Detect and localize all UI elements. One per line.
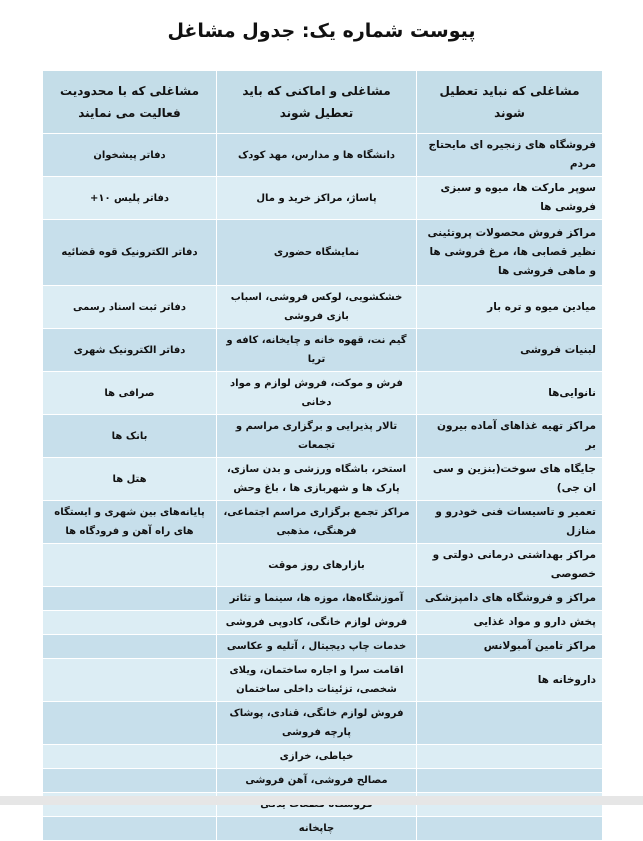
cell-restricted: دفاتر الکترونیک قوه قضائیه: [43, 220, 217, 286]
cell-closed: دانشگاه ها و مدارس، مهد کودک: [217, 134, 417, 177]
cell-closed: مصالح فروشی، آهن فروشی: [217, 769, 417, 793]
cell-essential: [417, 769, 603, 793]
cell-restricted: [43, 745, 217, 769]
cell-restricted: بانک ها: [43, 415, 217, 458]
cell-restricted: دفاتر ثبت اسناد رسمی: [43, 286, 217, 329]
cell-restricted: پایانه‌های بین شهری و ایستگاه های راه آهن و فرودگاه ها: [43, 501, 217, 544]
cell-closed: خشکشویی، لوکس فروشی، اسباب بازی فروشی: [217, 286, 417, 329]
header-restricted: مشاغلی که با محدودیت فعالیت می نمایند: [43, 71, 217, 134]
cell-essential: سوپر مارکت ها، میوه و سبزی فروشی ها: [417, 177, 603, 220]
cell-essential: پخش دارو و مواد غذایی: [417, 611, 603, 635]
cell-essential: مراکز تهیه غذاهای آماده بیرون بر: [417, 415, 603, 458]
table-row: [43, 329, 603, 372]
table-row: [43, 635, 603, 659]
header-essential: مشاغلی که نباید تعطیل شوند: [417, 71, 603, 134]
table-row: [43, 769, 603, 793]
cell-essential: جایگاه های سوخت(بنزین و سی ان جی): [417, 458, 603, 501]
page-title: پیوست شماره یک: جدول مشاغل: [167, 20, 476, 42]
cell-restricted: دفاتر پلیس ۱۰+: [43, 177, 217, 220]
cell-restricted: [43, 611, 217, 635]
cell-restricted: دفاتر پیشخوان: [43, 134, 217, 177]
cell-closed: چاپخانه: [217, 817, 417, 841]
cell-restricted: [43, 769, 217, 793]
cell-essential: [417, 702, 603, 745]
cell-essential: [417, 745, 603, 769]
cell-closed: خیاطی، خرازی: [217, 745, 417, 769]
cell-restricted: [43, 635, 217, 659]
cell-essential: مراکز و فروشگاه های دامپزشکی: [417, 587, 603, 611]
cell-closed: فرش و موکت، فروش لوازم و مواد دخانی: [217, 372, 417, 415]
page-bottom-edge: [0, 796, 643, 805]
table-row: [43, 544, 603, 587]
table-row: [43, 702, 603, 745]
cell-closed: بازارهای روز موقت: [217, 544, 417, 587]
table-row: [43, 745, 603, 769]
cell-essential: میادین میوه و تره بار: [417, 286, 603, 329]
table-body: [43, 134, 603, 841]
cell-restricted: دفاتر الکترونیک شهری: [43, 329, 217, 372]
cell-closed: اقامت سرا و اجاره ساختمان، ویلای شخصی، تزئینات داخلی ساختمان: [217, 659, 417, 702]
cell-essential: لبنیات فروشی: [417, 329, 603, 372]
cell-closed: خدمات چاپ دیجیتال ، آتلیه و عکاسی: [217, 635, 417, 659]
cell-essential: فروشگاه های زنجیره ای مایحتاج مردم: [417, 134, 603, 177]
cell-restricted: [43, 544, 217, 587]
cell-closed: پاساژ، مراکز خرید و مال: [217, 177, 417, 220]
cell-essential: نانوایی‌ها: [417, 372, 603, 415]
cell-restricted: [43, 817, 217, 841]
table-row: [43, 372, 603, 415]
cell-restricted: هتل ها: [43, 458, 217, 501]
table-row: [43, 134, 603, 177]
cell-restricted: صرافی ها: [43, 372, 217, 415]
table-row: [43, 817, 603, 841]
table-row: [43, 611, 603, 635]
cell-closed: آموزشگاه‌ها، موزه ها، سینما و تئاتر: [217, 587, 417, 611]
cell-closed: فروش لوازم خانگی، کادوپی فروشی: [217, 611, 417, 635]
cell-closed: تالار پذیرایی و برگزاری مراسم و تجمعات: [217, 415, 417, 458]
cell-essential: داروخانه ها: [417, 659, 603, 702]
header-closed: مشاغلی و اماکنی که باید تعطیل شوند: [217, 71, 417, 134]
cell-closed: فروش لوازم خانگی، قنادی، پوشاک پارچه فروشی: [217, 702, 417, 745]
table-row: [43, 587, 603, 611]
cell-restricted: [43, 659, 217, 702]
cell-essential: مراکز بهداشتی درمانی دولتی و خصوصی: [417, 544, 603, 587]
table-row: [43, 659, 603, 702]
table-row: [43, 458, 603, 501]
table-header-row: [43, 71, 603, 134]
table-row: [43, 177, 603, 220]
cell-closed: نمایشگاه حضوری: [217, 220, 417, 286]
table-row: [43, 415, 603, 458]
cell-closed: استخر، باشگاه ورزشی و بدن سازی، پارک ها و شهربازی ها ، باغ وحش: [217, 458, 417, 501]
table-row: [43, 220, 603, 286]
cell-closed: گیم نت، قهوه خانه و چایخانه، کافه و تریا: [217, 329, 417, 372]
table-row: [43, 501, 603, 544]
jobs-table-wrapper: [42, 70, 602, 841]
cell-essential: [417, 817, 603, 841]
cell-closed: مراکز تجمع برگزاری مراسم اجتماعی، فرهنگی، مذهبی: [217, 501, 417, 544]
cell-essential: مراکز تامین آمبولانس: [417, 635, 603, 659]
table-row: [43, 286, 603, 329]
cell-restricted: [43, 587, 217, 611]
cell-essential: تعمیر و تاسیسات فنی خودرو و منازل: [417, 501, 603, 544]
cell-essential: مراکز فروش محصولات پروتئینی نظیر قصابی ها، مرغ فروشی ها و ماهی فروشی ها: [417, 220, 603, 286]
cell-restricted: [43, 702, 217, 745]
jobs-table: [42, 70, 603, 841]
